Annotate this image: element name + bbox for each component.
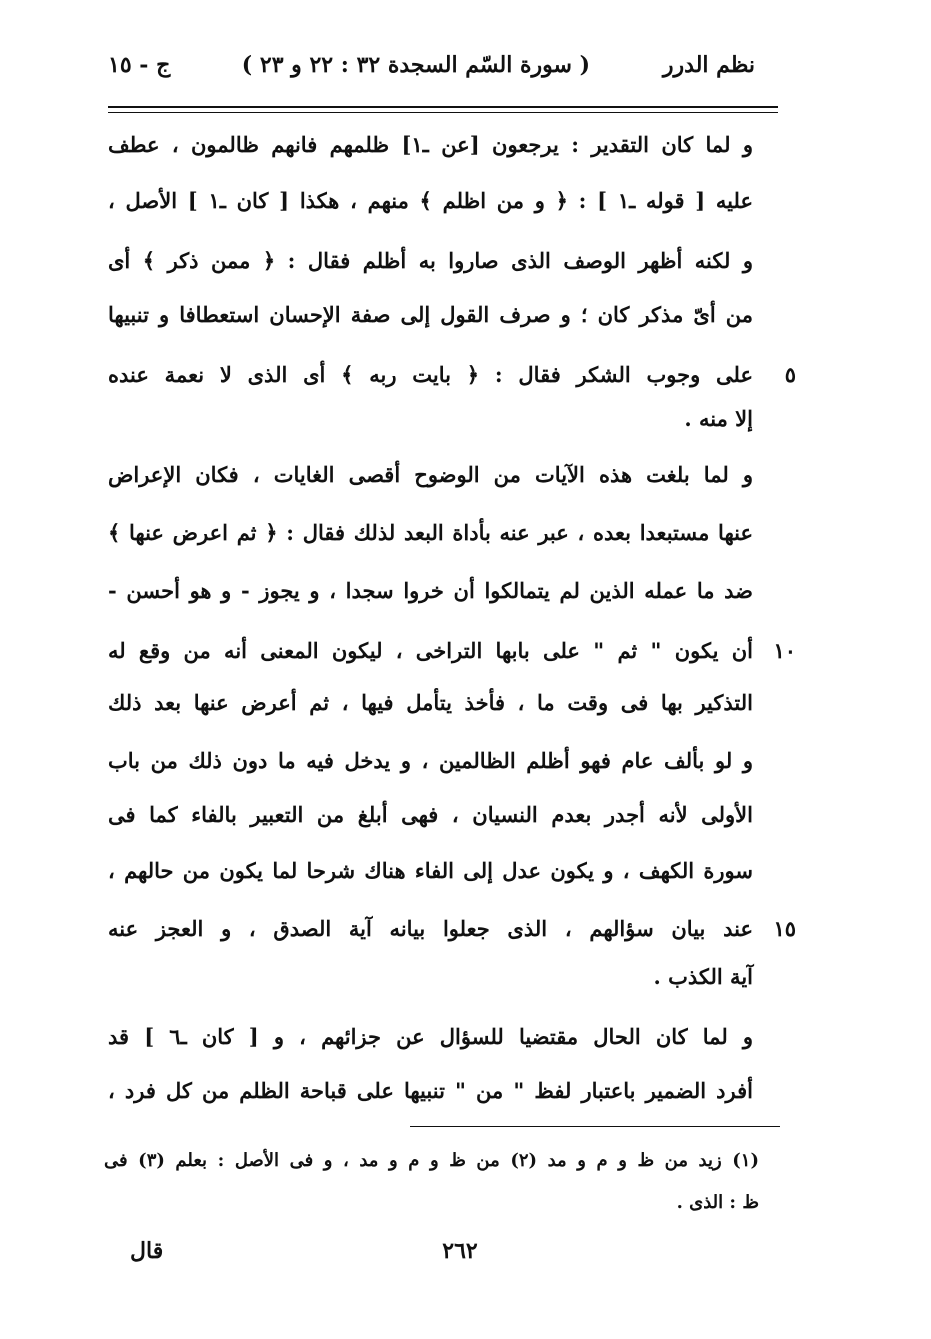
page-number: ٢٦٢ bbox=[442, 1238, 478, 1264]
text-line: ضد ما عمله الذين لم يتمالكوا أن خروا سجدا ، و يجوز - و هو أحسن - bbox=[108, 578, 753, 603]
header-rule-thin bbox=[108, 112, 778, 113]
footnote-line: (١) زيد من ظ و م و مد (٢) من ظ و م و مد ، و فى الأصل : بعلم (٣) فى bbox=[104, 1150, 759, 1171]
text-line: على وجوب الشكر فقال : ﴿ بايت ربه ﴾ أى الذى لا نعمة عنده bbox=[108, 362, 753, 387]
part-number: ج - ١٥ bbox=[108, 52, 171, 78]
text-line: و لو بألف عام فهو أظلم الظالمين ، و يدخل فيه ما دون ذلك من باب bbox=[108, 748, 753, 773]
catchword: قال bbox=[130, 1238, 164, 1264]
line-number: ٥ bbox=[784, 362, 796, 387]
text-line: و لما بلغت هذه الآيات من الوضوح أقصى الغايات ، فكان الإعراض bbox=[108, 462, 753, 487]
text-line: و لما كان التقدير : يرجعون [عن ـ١] ظلمهم فانهم ظالمون ، عطف bbox=[108, 132, 753, 157]
text-line: إلا منه . bbox=[684, 406, 753, 431]
text-line: عنها مستبعدا بعده ، عبر عنه بأداة البعد لذلك فقال : ﴿ ثم اعرض عنها ﴾ bbox=[108, 520, 753, 545]
text-line: أن يكون " ثم " على بابها التراخى ، ليكون المعنى أنه من وقع له bbox=[108, 638, 753, 663]
book-title: نظم الدرر bbox=[662, 52, 755, 78]
footnote-rule bbox=[410, 1126, 780, 1127]
surah-reference: ( سورة السّم السجدة ٣٢ : ٢٢ و ٢٣ ) bbox=[241, 52, 590, 78]
footnote-line: ظ : الذى . bbox=[676, 1192, 759, 1213]
text-line: الأولى لأنه أجدر بعدم النسيان ، فهى أبلغ من التعبير بالفاء كما فى bbox=[108, 802, 753, 827]
text-line: آية الكذب . bbox=[653, 964, 753, 989]
text-line: و لما كان الحال مقتضيا للسؤال عن جزائهم ، و [ كان ـ٦ ] قد bbox=[108, 1024, 753, 1049]
text-line: أفرد الضمير باعتبار لفظ " من " تنبيها على قباحة الظلم من كل فرد ، bbox=[108, 1078, 753, 1103]
text-line: التذكير بها فى وقت ما ، فأخذ يتأمل فيها ، ثم أعرض عنها بعد ذلك bbox=[108, 690, 753, 715]
text-line: و لكنه أظهر الوصف الذى صاروا به أظلم فقال : ﴿ ممن ذكر ﴾ أى bbox=[108, 248, 753, 273]
text-line: من أىّ مذكر كان ؛ و صرف القول إلى صفة الإحسان استعطافا و تنبيها bbox=[108, 302, 753, 327]
line-number: ١٠ bbox=[773, 638, 796, 663]
text-line: عليه [ قوله ـ١ ] : ﴿ و من اظلم ﴾ منهم ، هكذا [ كان ـ١ ] الأصل ، bbox=[108, 188, 753, 213]
header-rule bbox=[108, 106, 778, 108]
text-line: سورة الكهف ، و يكون عدل إلى الفاء هناك شرحا لما يكون من حالهم ، bbox=[108, 858, 753, 883]
text-line: عند بيان سؤالهم ، الذى جعلوا بيانه آية الصدق ، و العجز عنه bbox=[108, 916, 753, 941]
line-number: ١٥ bbox=[773, 916, 796, 941]
